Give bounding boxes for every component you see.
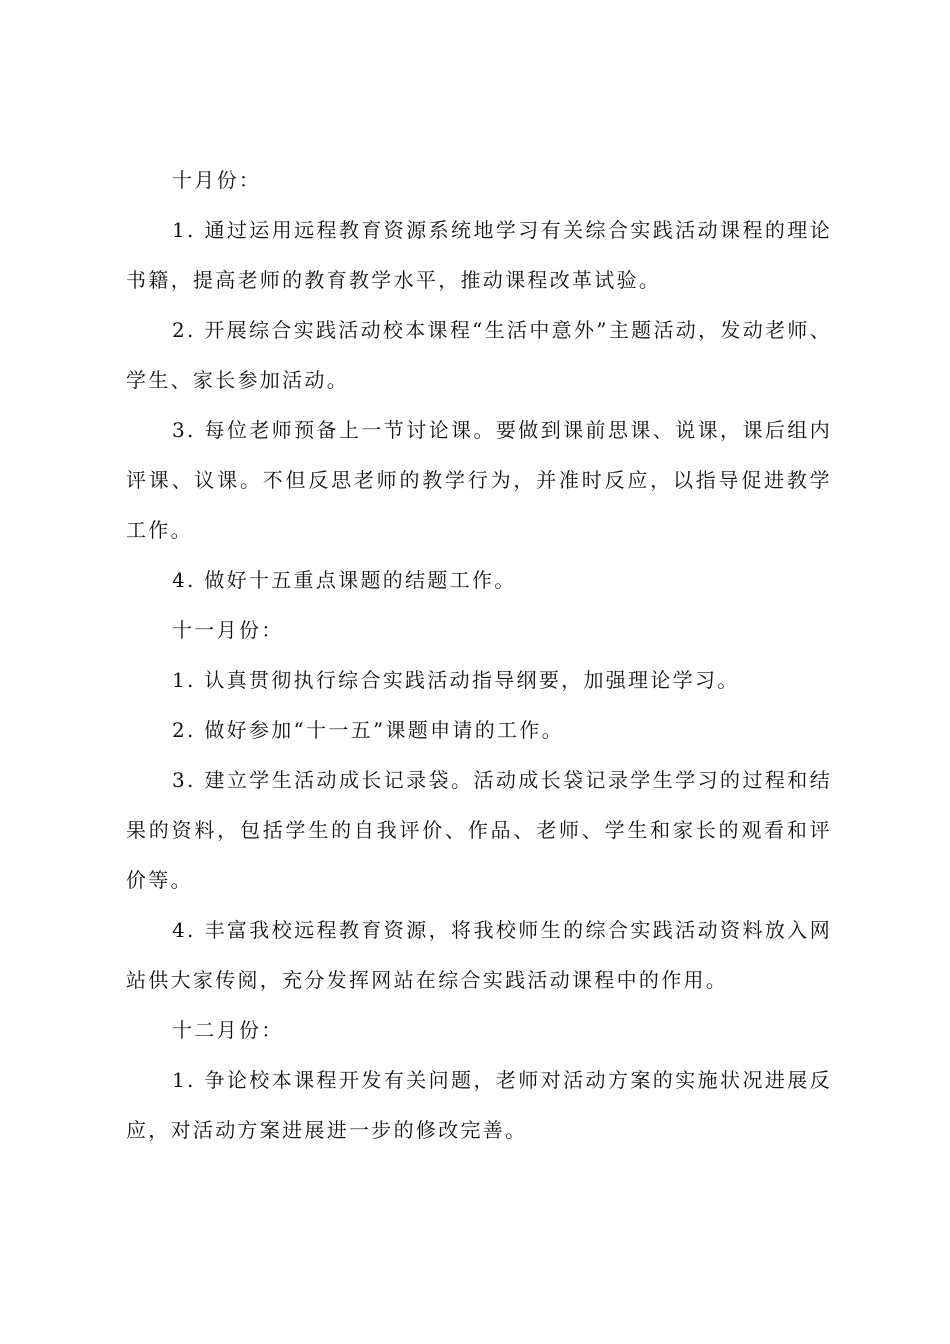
- paragraph-november-3: 3. 建立学生活动成长记录袋。活动成长袋记录学生学习的过程和结果的资料，包括学生的自我评价、作品、老师、学生和家长的观看和评价等。: [126, 768, 832, 892]
- paragraph-october-1: 1. 通过运用远程教育资源系统地学习有关综合实践活动课程的理论书籍，提高老师的教育教学水平，推动课程改革试验。: [126, 218, 832, 292]
- paragraph-november-1: 1. 认真贯彻执行综合实践活动指导纲要，加强理论学习。: [172, 668, 740, 692]
- paragraph-october-3: 3. 每位老师预备上一节讨论课。要做到课前思课、说课，课后组内评课、议课。不但反思老师的教学行为，并准时反应，以指导促进教学工作。: [126, 418, 832, 542]
- month-heading-november: 十一月份：: [172, 618, 284, 642]
- month-heading-december: 十二月份：: [172, 1018, 284, 1042]
- document-body: [126, 155, 832, 1155]
- paragraph-december-1: 1. 争论校本课程开发有关问题，老师对活动方案的实施状况进展反应，对活动方案进展进一步的修改完善。: [126, 1068, 832, 1142]
- month-heading-october: 十月份：: [172, 168, 262, 192]
- paragraph-october-2: 2. 开展综合实践活动校本课程“生活中意外”主题活动，发动老师、学生、家长参加活动。: [126, 318, 832, 392]
- paragraph-october-4: 4. 做好十五重点课题的结题工作。: [172, 568, 517, 592]
- paragraph-november-2: 2. 做好参加“十一五”课题申请的工作。: [172, 718, 564, 742]
- paragraph-november-4: 4. 丰富我校远程教育资源，将我校师生的综合实践活动资料放入网站供大家传阅，充分发挥网站在综合实践活动课程中的作用。: [126, 918, 832, 992]
